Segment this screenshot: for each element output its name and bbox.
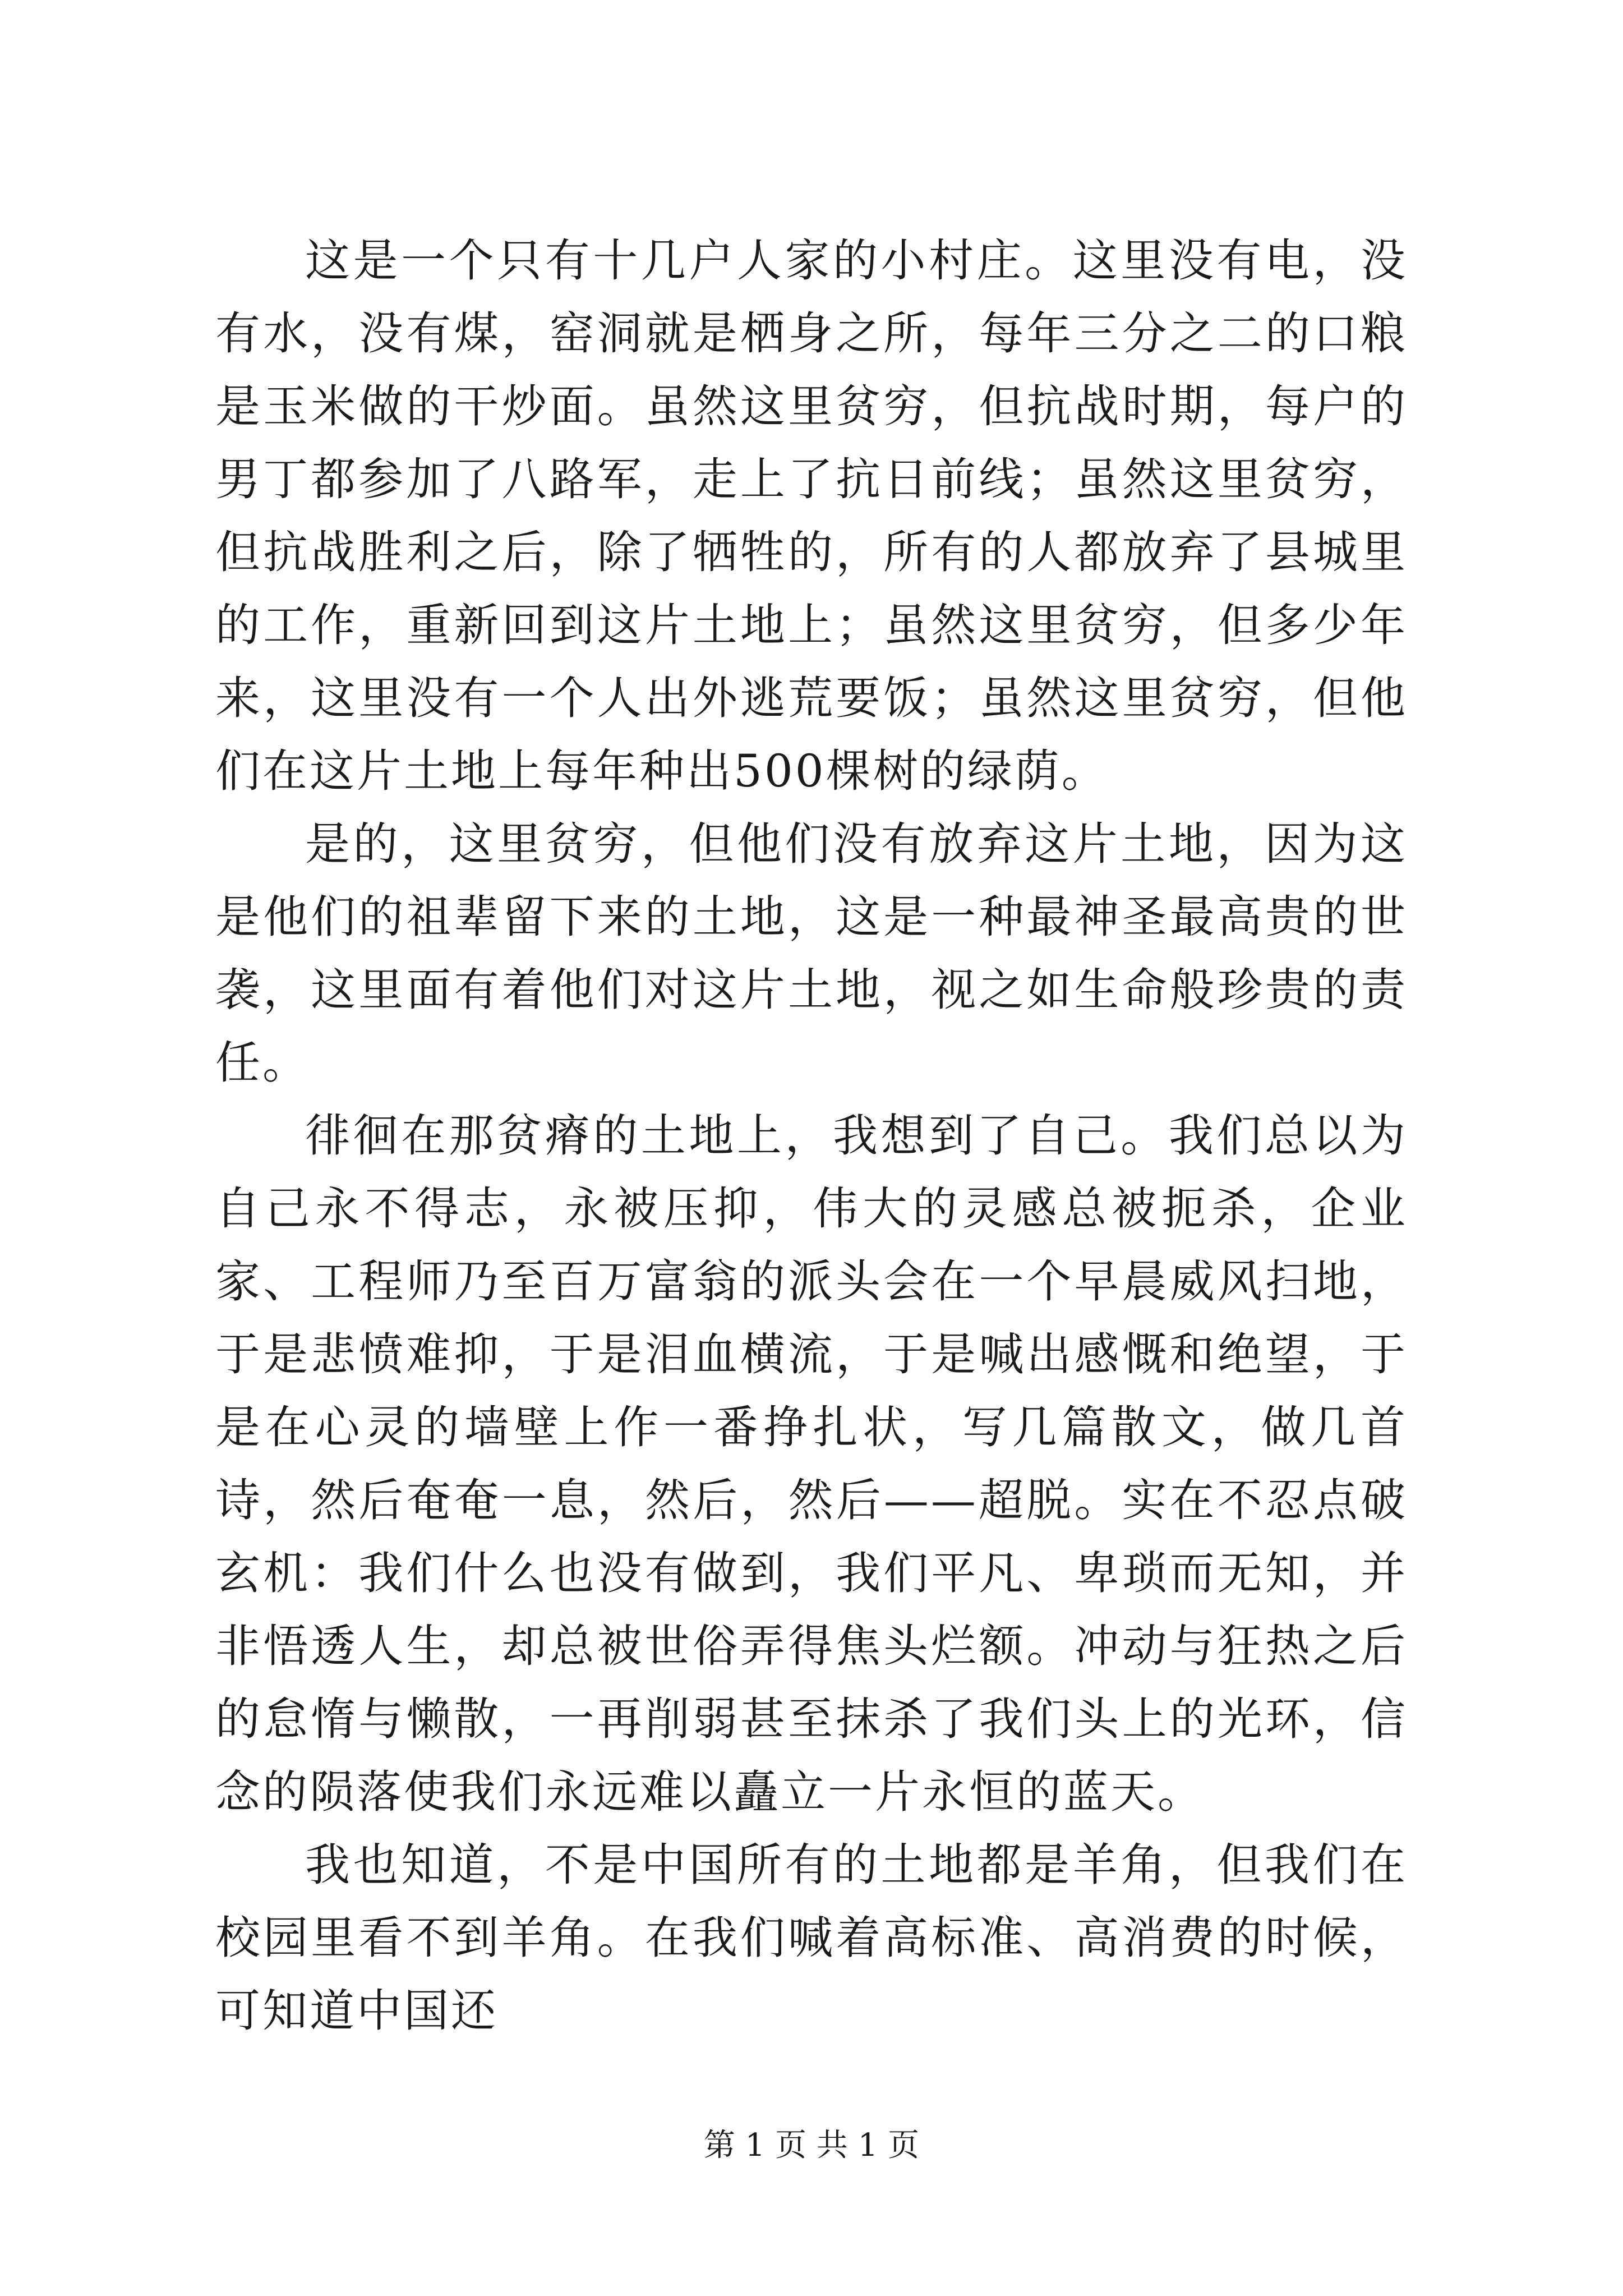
paragraph: 是的，这里贫穷，但他们没有放弃这片土地，因为这是他们的祖辈留下来的土地，这是一种最神圣最高贵的世袭，这里面有着他们对这片土地，视之如生命般珍贵的责任。 <box>215 818 1408 1089</box>
paragraph: 我也知道，不是中国所有的土地都是羊角，但我们在校园里看不到羊角。在我们喊着高标准、高消费的时候，可知道中国还 <box>215 1839 1408 2037</box>
page-footer: 第 1 页 共 1 页 <box>703 2127 920 2164</box>
document-body <box>215 224 1408 2047</box>
paragraph: 这是一个只有十几户人家的小村庄。这里没有电，没有水，没有煤，窑洞就是栖身之所，每年三分之二的口粮是玉米做的干炒面。虽然这里贫穷，但抗战时期，每户的男丁都参加了八路军，走上了抗日前线；虽然这里贫穷，但抗战胜利之后，除了牺牲的，所有的人都放弃了县城里的工作，重新回到这片土地上；虽然这里贫穷，但多少年来，这里没有一个人出外逃荒要饭；虽然这里贫穷，但他们在这片土地上每年种出500棵树的绿荫。 <box>215 234 1408 797</box>
paragraph: 徘徊在那贫瘠的土地上，我想到了自己。我们总以为自己永不得志，永被压抑，伟大的灵感总被扼杀，企业家、工程师乃至百万富翁的派头会在一个早晨威风扫地，于是悲愤难抑，于是泪血横流，于是喊出感慨和绝望，于是在心灵的墙壁上作一番挣扎状，写几篇散文，做几首诗，然后奄奄一息，然后，然后——超脱。实在不忍点破玄机：我们什么也没有做到，我们平凡、卑琐而无知，并非悟透人生，却总被世俗弄得焦头烂额。冲动与狂热之后的怠惰与懒散，一再削弱甚至抹杀了我们头上的光环，信念的陨落使我们永远难以矗立一片永恒的蓝天。 <box>215 1110 1408 1818</box>
